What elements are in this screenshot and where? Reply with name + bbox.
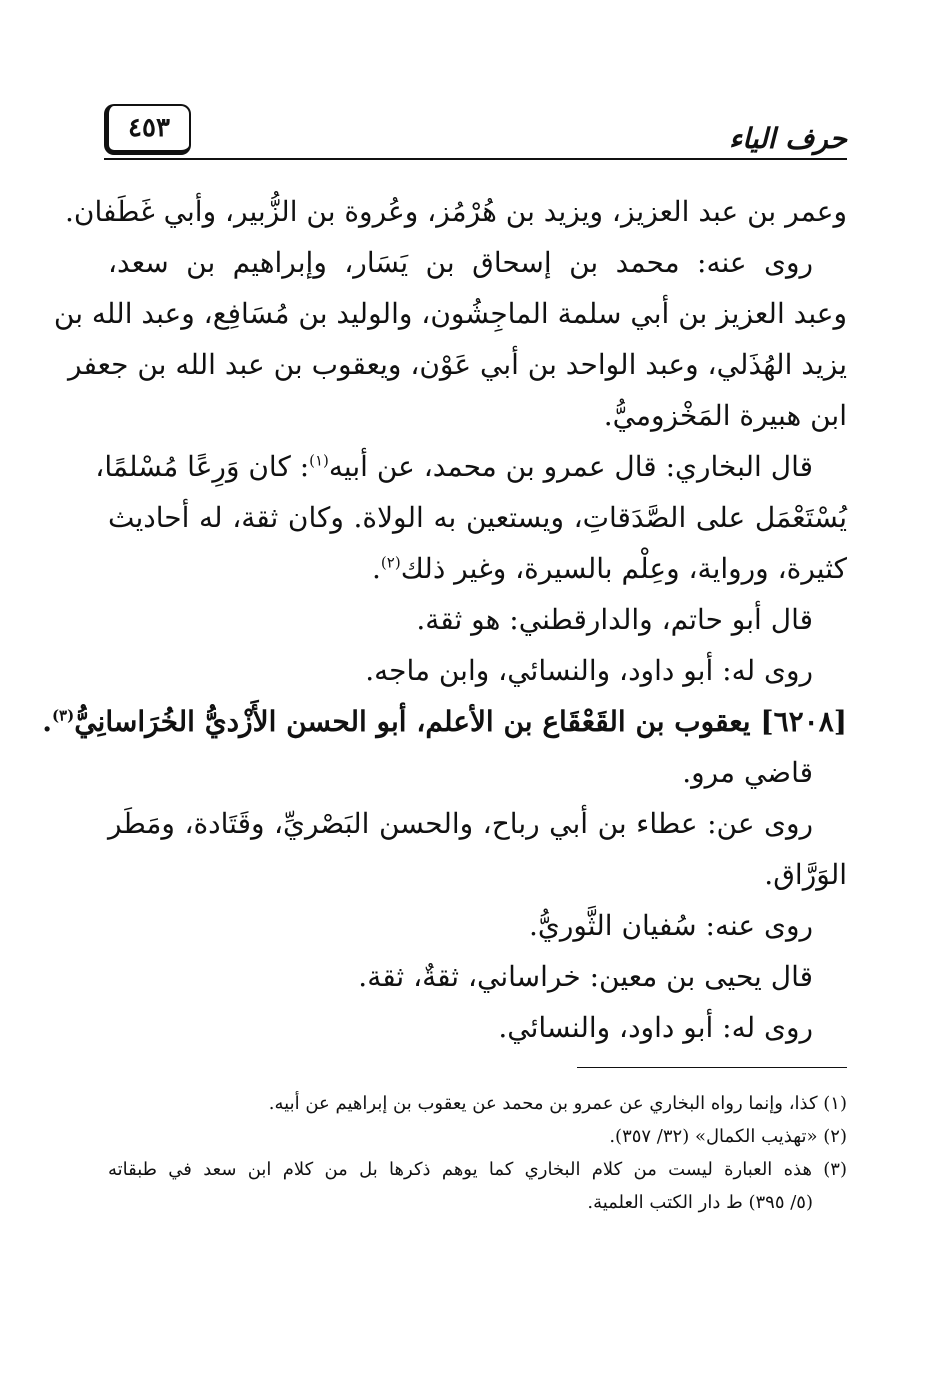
footnote-3-cont: (٥/ ٣٩٥) ط دار الكتب العلمية. [587, 1192, 813, 1213]
footnote-3: (٣) هذه العبارة ليست من كلام البخاري كما يوهم ذكرها بل من كلام ابن سعد في طبقاته [108, 1159, 847, 1180]
entry-name: يعقوب بن القَعْقَاع بن الأعلم، أبو الحسن الأَزْديُّ الخُرَاسانِيُّ [74, 705, 751, 738]
text-segment: كثيرة، ورواية، وعِلْم بالسيرة، وغير ذلك [400, 552, 847, 585]
text-line: يُسْتَعْمَل على الصَّدَقاتِ، ويستعين به الولاة. وكان ثقة، له أحاديث [108, 501, 847, 534]
text-segment: : كان وَرِعًا مُسْلمًا، [95, 450, 310, 483]
page-number: ٤٥٣ [104, 104, 191, 155]
footnote-2: (٢) «تهذيب الكمال» (٣٢/ ٣٥٧). [609, 1126, 847, 1147]
text-line: الوَرَّاق. [764, 858, 847, 891]
main-text [42, 186, 847, 1053]
text-line: روى له: أبو داود، والنسائي، وابن ماجه. [365, 654, 813, 687]
text-line: وعبد العزيز بن أبي سلمة الماجِشُون، والوليد بن مُسَافِع، وعبد الله بن [53, 297, 847, 330]
text-line: يزيد الهُذَلي، وعبد الواحد بن أبي عَوْن، ويعقوب بن عبد الله بن جعفر [68, 348, 847, 381]
footnote-rule [577, 1067, 847, 1068]
text-line: وعمر بن عبد العزيز، ويزيد بن هُرْمُز، وعُروة بن الزُّبير، وأبي غَطَفان. [64, 195, 847, 228]
text-line: روى له: أبو داود، والنسائي. [498, 1011, 813, 1044]
text-line: روى عن: عطاء بن أبي رباح، والحسن البَصْريِّ، وقَتَادة، ومَطَر [108, 807, 813, 840]
text-line [108, 543, 847, 594]
text-line: قاضي مرو. [682, 756, 813, 789]
chapter-title: حرف الياء [729, 122, 847, 155]
text-segment: . [372, 552, 381, 585]
text-line: روى عنه: محمد بن إسحاق بن يَسَار، وإبراهيم بن سعد، [108, 246, 813, 279]
text-line: قال يحيى بن معين: خراساني، ثقةٌ، ثقة. [358, 960, 813, 993]
footnote-ref-3[interactable]: (٣) [51, 706, 75, 725]
text-line: قال أبو حاتم، والدارقطني: هو ثقة. [416, 603, 813, 636]
footnote-ref-1[interactable]: (١) [309, 451, 329, 470]
text-line: ابن هبيرة المَخْزوميُّ. [603, 399, 847, 432]
text-line: روى عنه: سُفيان الثَّوريُّ. [529, 909, 813, 942]
entry-heading [42, 696, 847, 747]
page-header [104, 100, 847, 162]
text-segment: . [42, 705, 52, 738]
text-segment: قال البخاري: قال عمرو بن محمد، عن أبيه [328, 450, 813, 483]
footnote-1: (١) كذا، وإنما رواه البخاري عن عمرو بن محمد عن يعقوب بن إبراهيم عن أبيه. [268, 1093, 847, 1114]
footnotes [108, 1087, 847, 1219]
entry-number: [٦٢٠٨] [760, 705, 847, 738]
footnote-ref-2[interactable]: (٢) [380, 553, 401, 572]
text-line [95, 441, 847, 492]
header-rule [104, 158, 847, 160]
